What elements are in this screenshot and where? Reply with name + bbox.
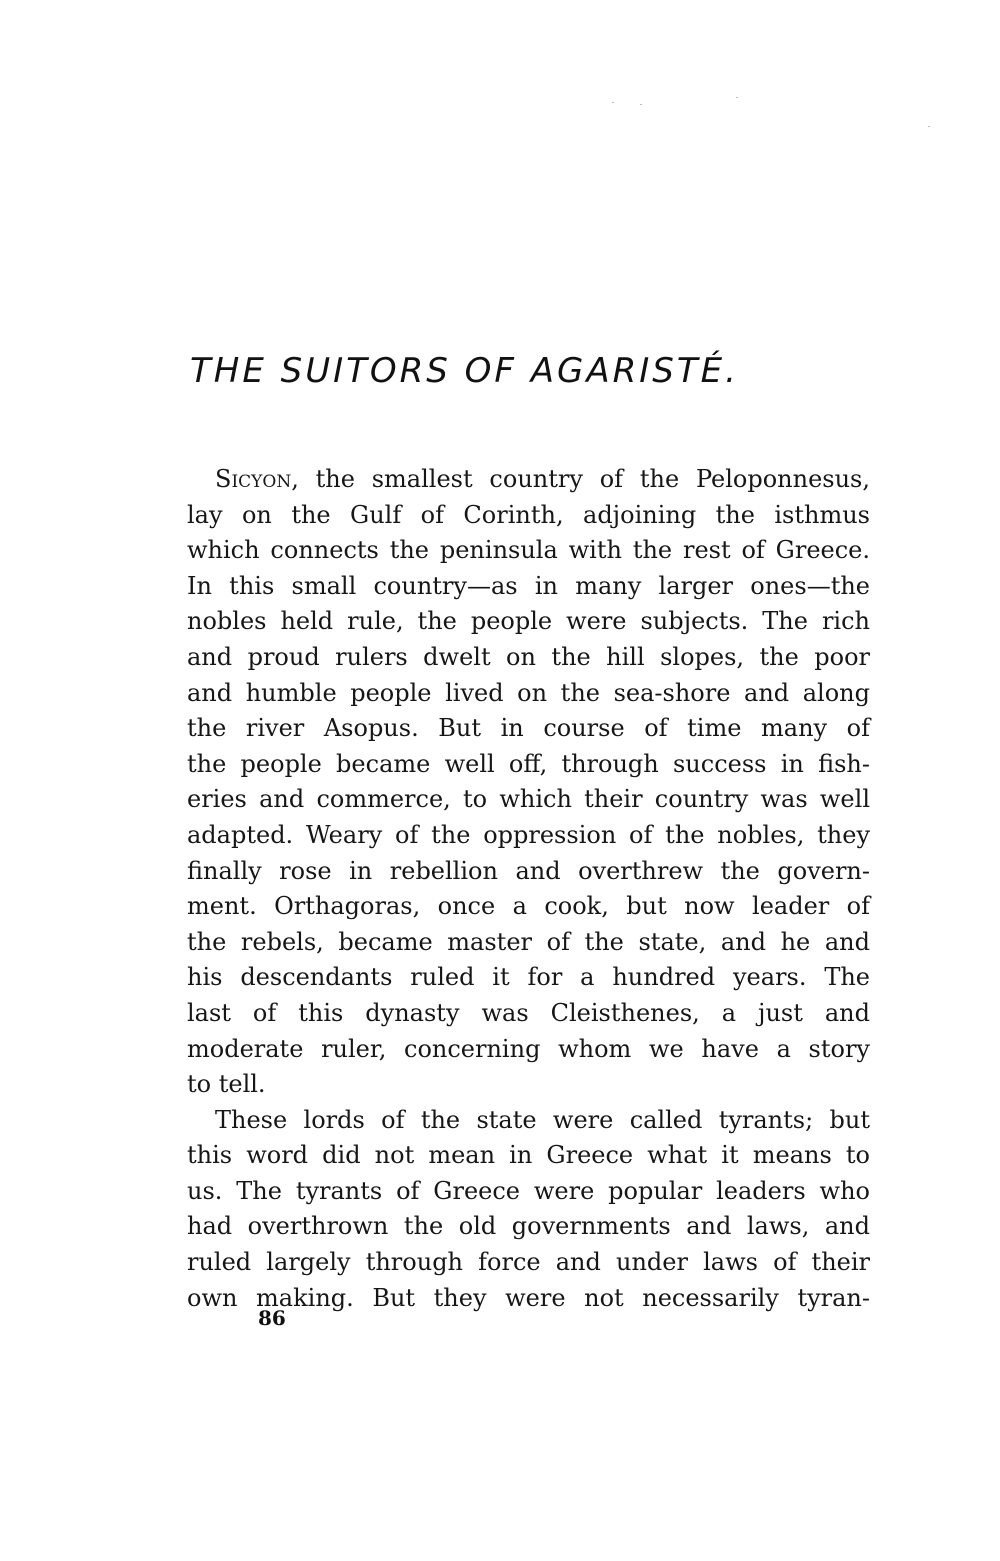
paper-speck — [736, 97, 738, 98]
paragraph-1-line-12: finally rose in rebellion and overthrew the govern- — [187, 856, 870, 885]
page-number: 86 — [258, 1306, 286, 1330]
paragraph-1-line-8: the river Asopus. But in course of time many of — [187, 714, 870, 743]
paragraph-2-line-6: own making. But they were not necessarily tyran- — [187, 1283, 870, 1312]
paragraph-2-line-5: ruled largely through force and under laws of their — [187, 1248, 870, 1277]
paragraph-1-line-11: adapted. Weary of the oppression of the nobles, they — [187, 820, 870, 849]
paragraph-1-line-13: ment. Orthagoras, once a cook, but now leader of — [187, 892, 870, 921]
paragraph-1-line-7: and humble people lived on the sea-shore and along — [187, 678, 870, 707]
paragraph-2-line-3: us. The tyrants of Greece were popular leaders who — [187, 1176, 870, 1205]
paragraph-1-line-18: to tell. — [187, 1070, 266, 1099]
paper-speck — [640, 104, 642, 105]
paragraph-1-line-6: and proud rulers dwelt on the hill slopes, the poor — [187, 642, 870, 671]
paragraph-2-line-4: had overthrown the old governments and laws, and — [187, 1212, 870, 1241]
paragraph-1-line-17: moderate ruler, concerning whom we have a story — [187, 1034, 870, 1063]
paragraph-1-line-10: eries and commerce, to which their country was well — [187, 785, 870, 814]
paragraph-1-line-16: last of this dynasty was Cleisthenes, a just and — [187, 998, 870, 1027]
body-text — [187, 462, 870, 1316]
paragraph-1-line-14: the rebels, became master of the state, and he and — [187, 927, 870, 956]
paragraph-1-line-9: the people became well off, through success in fish- — [187, 749, 870, 778]
paragraph-1-line-1: Sicyon, the smallest country of the Peloponnesus, — [215, 465, 870, 493]
paragraph-1-line-5: nobles held rule, the people were subjects. The rich — [187, 607, 870, 636]
paragraph-1-line-2: lay on the Gulf of Corinth, adjoining the isthmus — [187, 500, 870, 529]
paragraph-1-line-4: In this small country—as in many larger ones—the — [187, 571, 870, 600]
paragraph-1-line-15: his descendants ruled it for a hundred years. The — [187, 963, 870, 992]
chapter-title: THE SUITORS OF AGARISTÉ. — [190, 351, 739, 391]
paragraph-1-line-3: which connects the peninsula with the rest of Greece. — [187, 536, 870, 565]
paper-speck — [928, 126, 930, 127]
paragraph-2-line-2: this word did not mean in Greece what it means to — [187, 1141, 870, 1170]
paragraph-2-line-1: These lords of the state were called tyrants; but — [215, 1105, 870, 1134]
paragraph-lead-word: Sicyon — [215, 465, 292, 493]
paper-speck — [612, 102, 614, 103]
